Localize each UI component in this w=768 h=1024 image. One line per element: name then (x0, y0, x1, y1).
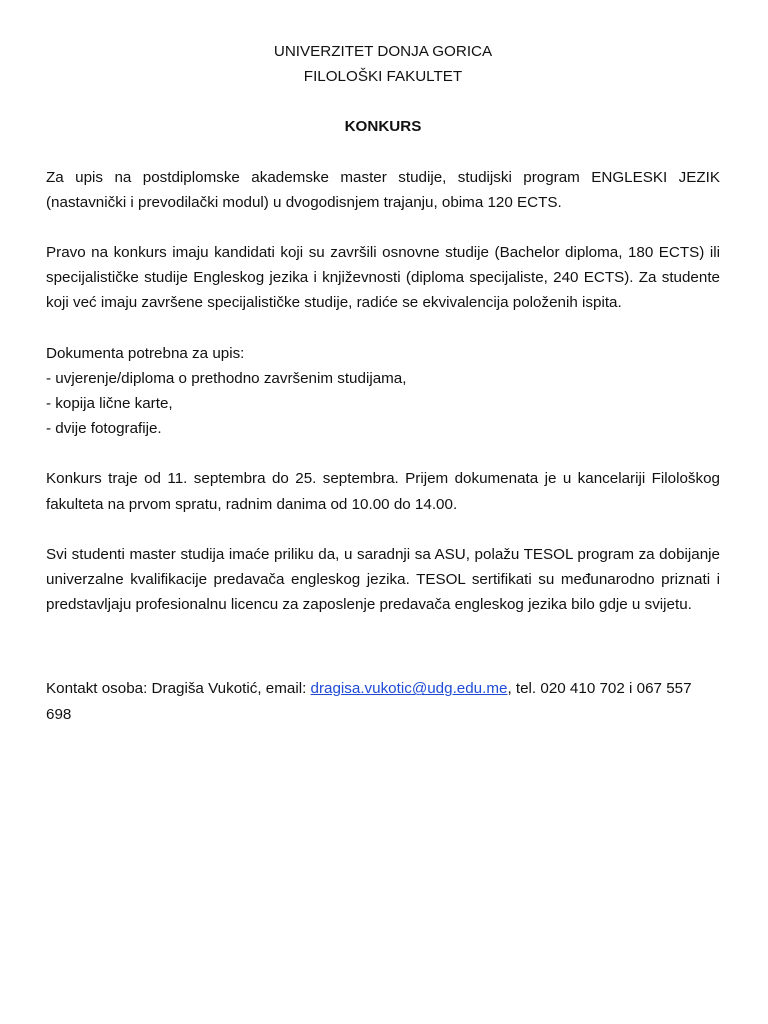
faculty-name: FILOLOŠKI FAKULTET (303, 68, 463, 86)
document-item: - dvije fotografije. (46, 420, 162, 438)
contact-line (46, 676, 720, 726)
documents-heading: Dokumenta potrebna za upis: (46, 344, 245, 362)
intro-paragraph: Za upis na postdiplomske akademske master studije, studijski program ENGLESKI JEZIK (nastavnički i prevodilački modul) u dvogodisnjem trajanju, obima 120 ECTS. (46, 168, 720, 211)
contact-suffix: , tel. 020 410 702 i 067 557 698 (46, 680, 692, 723)
email-link[interactable]: dragisa.vukotic@udg.edu.me (310, 680, 508, 698)
contact-prefix: Kontakt osoba: Dragiša Vukotić, email: (46, 680, 311, 698)
document-title: KONKURS (344, 118, 422, 136)
required-documents (46, 341, 720, 442)
duration-paragraph: Konkurs traje od 11. septembra do 25. septembra. Prijem dokumenata je u kancelariji Filološkog fakulteta na prvom spratu, radnim danima od 10.00 do 14.00. (46, 470, 720, 513)
tesol-paragraph: Svi studenti master studija imaće priliku da, u saradnji sa ASU, polažu TESOL program za dobijanje univerzalne kvalifikacije predavača engleskog jezika. TESOL sertifikati su međunarodno priznati i predstavljaju profesionalnu licencu za zaposlenje predavača engleskog jezika bilo gdje u svijetu. (46, 545, 720, 614)
document-header (46, 39, 720, 89)
document-item: - uvjerenje/diploma o prethodno završenim studijama, (46, 369, 407, 387)
eligibility-paragraph: Pravo na konkurs imaju kandidati koji su završili osnovne studije (Bachelor diploma, 180 ECTS) ili specijalističke studije Engleskog jezika i književnosti (diploma specijaliste, 240 ECTS). Za studente koji već imaju završene specijalističke studije, radiće se ekvivalencija položenih ispita. (46, 244, 720, 312)
document-item: - kopija lične karte, (46, 395, 173, 413)
university-name: UNIVERZITET DONJA GORICA (273, 43, 493, 60)
